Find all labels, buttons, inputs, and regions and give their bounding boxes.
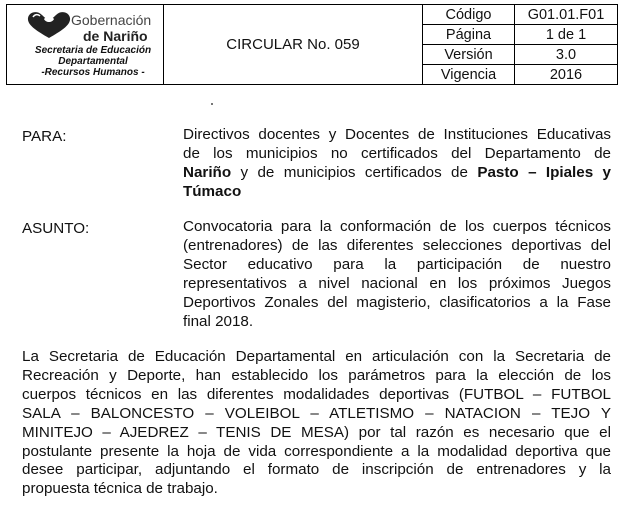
meta-key-version: Versión <box>423 45 515 65</box>
meta-key-pagina: Página <box>423 25 515 45</box>
para-line: de los municipios no certificados del Departamento de <box>183 144 611 162</box>
para-line <box>183 164 611 183</box>
meta-value-version: 3.0 <box>515 45 618 65</box>
org-name-line1: Gobernación <box>71 12 152 28</box>
asunto-line: Convocatoria para la conformación de los cuerpos técnicos <box>183 218 611 235</box>
body-line: postulante presente la hoja de vida correspondiente a la modalidad deportiva que <box>22 442 611 460</box>
meta-value-codigo: G01.01.F01 <box>515 5 618 25</box>
dept-line2: Departamental <box>58 56 128 67</box>
body-paragraph <box>22 348 611 499</box>
asunto-text <box>183 218 611 331</box>
heart-logo-icon <box>25 11 73 39</box>
body-line: La Secretaria de Educación Departamental en articulación con la Secretaria de <box>22 348 611 365</box>
para-tumaco: Túmaco <box>183 182 242 200</box>
gobernacion-logo <box>25 11 161 83</box>
body-line: SALA – BALONCESTO – VOLEIBOL – ATLETISMO – NATACION – TEJO Y <box>22 404 611 422</box>
para-line: Directivos docentes y Docentes de Instituciones Educativas <box>183 126 611 143</box>
meta-value-vigencia: 2016 <box>515 65 618 85</box>
scan-speck <box>211 103 213 105</box>
meta-key-vigencia: Vigencia <box>423 65 515 85</box>
logo-cell <box>7 5 164 85</box>
para-line <box>183 183 611 202</box>
asunto-line: Deportivos Zonales del magisterio, clasificatorios a la Fase <box>183 293 611 311</box>
body-line: MINITEJO – AJEDREZ – TENIS DE MESA) por tal razón es necesario que el <box>22 423 611 441</box>
body-line: desee participar, adjuntando el formato de inscripción de entrenadores y la <box>22 461 611 479</box>
para-nariño: Nariño <box>183 163 232 181</box>
asunto-line: Sector educativo para la participación de nuestro <box>183 255 611 273</box>
dept-line1: Secretaria de Educación <box>34 45 152 56</box>
meta-value-pagina: 1 de 1 <box>515 25 618 45</box>
body-line: cuerpos técnicos en las diferentes modalidades deportivas (FUTBOL – FUTBOL <box>22 385 611 403</box>
asunto-label: ASUNTO: <box>22 220 90 237</box>
dept-line3: -Recursos Humanos - <box>41 67 145 78</box>
asunto-line: representativos a nivel nacional en los próximos Juegos <box>183 274 611 292</box>
body-line: propuesta técnica de trabajo. <box>22 480 218 498</box>
asunto-line: (entrenadores) de las diferentes selecciones deportivas del <box>183 236 611 254</box>
org-name-line2: de Nariño <box>83 28 148 44</box>
para-municipios: Pasto – Ipiales y <box>477 163 611 181</box>
para-mid: y de municipios certificados de <box>231 163 478 181</box>
asunto-line: final 2018. <box>183 312 254 330</box>
body-line: Recreación y Deporte, han establecido los parámetros para la elección de los <box>22 366 611 384</box>
circular-title: CIRCULAR No. 059 <box>164 5 423 85</box>
para-text <box>183 126 611 202</box>
meta-key-codigo: Código <box>423 5 515 25</box>
document-header <box>6 4 618 85</box>
para-label: PARA: <box>22 128 67 145</box>
